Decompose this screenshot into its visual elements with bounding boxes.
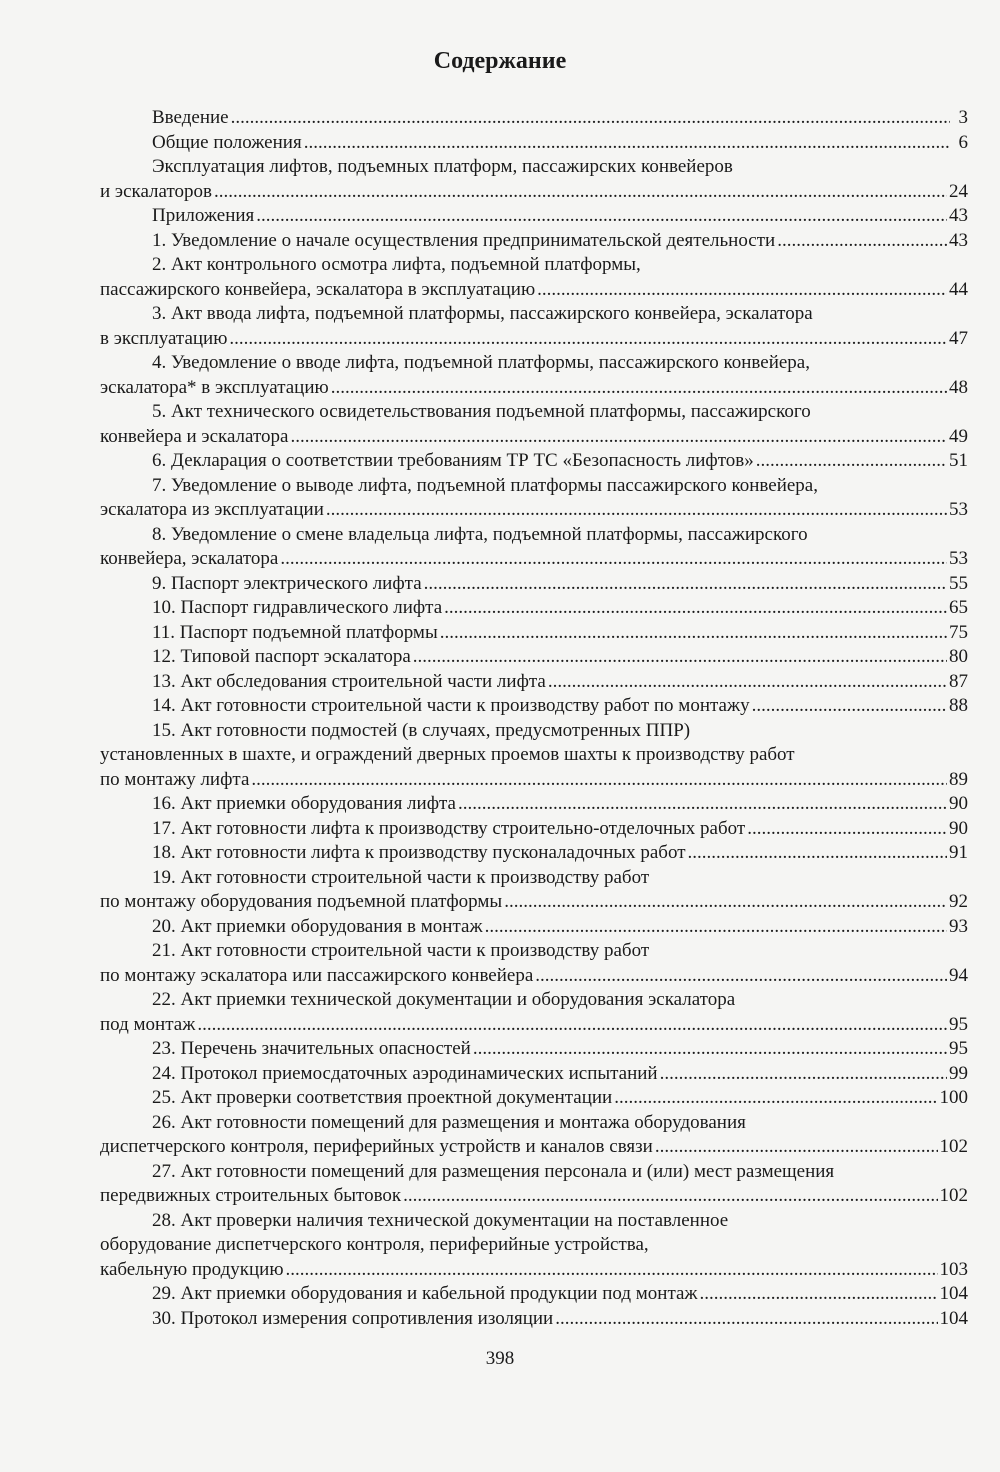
toc-page-number: 91 [949, 842, 968, 863]
dot-leader [614, 1086, 937, 1111]
toc-entry-text: 14. Акт готовности строительной части к производству работ по монтажу [152, 695, 750, 716]
toc-entry [100, 523, 968, 572]
toc-entry-line [100, 1013, 968, 1038]
toc-entry-line [100, 866, 968, 891]
toc-entry [100, 719, 968, 793]
toc-page-number: 95 [949, 1013, 968, 1035]
toc-page-number: 87 [949, 670, 968, 692]
toc-entry-text: и эскалаторов [100, 180, 212, 202]
toc-entry-text: Общие положения [152, 131, 302, 153]
toc-page-number: 99 [949, 1062, 968, 1084]
toc-entry-text: 3. Акт ввода лифта, подъемной платформы, пассажирского конвейера, эскалатора [152, 303, 813, 324]
toc-page-number: 80 [949, 646, 968, 667]
dot-leader [655, 1135, 938, 1160]
toc-entry-text: 29. Акт приемки оборудования и кабельной продукции под монтаж [152, 1283, 698, 1304]
dot-leader [504, 890, 947, 915]
toc-entry [100, 400, 968, 449]
toc-page-number: 3 [958, 107, 968, 128]
dot-leader [214, 180, 947, 205]
toc-entry-text: под монтаж [100, 1013, 196, 1035]
dot-leader [424, 572, 947, 597]
toc-entry [100, 106, 968, 131]
dot-leader [555, 1307, 937, 1332]
dot-leader [535, 964, 947, 989]
toc-entry-text: Введение [152, 107, 229, 128]
toc-entry [100, 939, 968, 988]
toc-page-number: 92 [949, 891, 968, 912]
dot-leader [747, 817, 947, 842]
toc-entry-text: оборудование диспетчерского контроля, периферийные устройства, [100, 1234, 649, 1255]
toc-entry-line [100, 743, 968, 768]
toc-page-number: 51 [949, 450, 968, 471]
toc-page-number: 102 [939, 1136, 968, 1157]
toc-entry-line [100, 523, 968, 548]
toc-entry-line [100, 1184, 968, 1209]
toc-entry-text: по монтажу эскалатора или пассажирского конвейера [100, 964, 534, 986]
toc-entry-line [100, 572, 968, 597]
dot-leader [548, 670, 947, 695]
toc-page-number: 100 [939, 1087, 968, 1108]
toc-entry-text: 9. Паспорт электрического лифта [152, 572, 422, 594]
toc-entry [100, 915, 968, 940]
toc-entry-line [100, 792, 968, 817]
toc-entry [100, 866, 968, 915]
toc-entry-line [100, 425, 968, 450]
toc-entry-line [100, 768, 968, 793]
dot-leader [688, 841, 947, 866]
toc-entry-text: 16. Акт приемки оборудования лифта [152, 793, 456, 814]
toc-entry-text: 13. Акт обследования строительной части лифта [152, 670, 546, 692]
toc-entry-line [100, 988, 968, 1013]
toc-entry [100, 253, 968, 302]
table-of-contents [100, 106, 968, 1331]
toc-page-number: 95 [949, 1038, 968, 1059]
toc-entry-line [100, 621, 968, 646]
toc-entry-line [100, 180, 968, 205]
toc-entry-text: в эксплуатацию [100, 327, 228, 349]
toc-entry [100, 1209, 968, 1283]
page-title: Содержание [433, 48, 567, 74]
dot-leader [660, 1062, 947, 1087]
toc-entry-line [100, 1160, 968, 1185]
toc-entry-line [100, 474, 968, 499]
toc-page-number: 89 [949, 768, 968, 790]
dot-leader [280, 547, 947, 572]
toc-entry-line [100, 400, 968, 425]
toc-entry-text: 27. Акт готовности помещений для размещения персонала и (или) мест размещения [152, 1160, 835, 1182]
toc-entry-text: 28. Акт проверки наличия технической документации на поставленное [152, 1209, 729, 1231]
toc-entry-text: 7. Уведомление о выводе лифта, подъемной платформы пассажирского конвейера, [152, 474, 818, 496]
dot-leader [473, 1037, 947, 1062]
toc-entry-line [100, 694, 968, 719]
toc-entry [100, 474, 968, 523]
toc-entry-line [100, 253, 968, 278]
dot-leader [403, 1184, 937, 1209]
toc-entry-text: 10. Паспорт гидравлического лифта [152, 597, 443, 618]
toc-entry-text: 11. Паспорт подъемной платформы [152, 621, 438, 643]
toc-entry [100, 204, 968, 229]
toc-page-number: 55 [949, 572, 968, 594]
toc-page-number: 65 [949, 597, 968, 618]
toc-entry-line [100, 719, 968, 744]
toc-entry-text: 22. Акт приемки технической документации и оборудования эскалатора [152, 989, 736, 1010]
dot-leader [700, 1282, 938, 1307]
toc-page-number: 90 [949, 817, 968, 839]
toc-entry [100, 572, 968, 597]
toc-entry-line [100, 498, 968, 523]
toc-entry-line [100, 915, 968, 940]
toc-entry [100, 670, 968, 695]
toc-entry-text: конвейера и эскалатора [100, 425, 289, 447]
toc-entry [100, 841, 968, 866]
toc-entry-line [100, 229, 968, 254]
dot-leader [286, 1258, 938, 1283]
toc-entry [100, 155, 968, 204]
toc-page-number: 75 [949, 621, 968, 643]
toc-page-number: 24 [949, 180, 968, 202]
toc-page-number: 53 [949, 548, 968, 569]
toc-entry [100, 596, 968, 621]
toc-entry-text: 4. Уведомление о вводе лифта, подъемной платформы, пассажирского конвейера, [152, 352, 810, 373]
dot-leader [485, 915, 947, 940]
toc-entry-text: кабельную продукцию [100, 1258, 284, 1280]
toc-entry-line [100, 1111, 968, 1136]
toc-entry [100, 1037, 968, 1062]
toc-entry-text: 15. Акт готовности подмостей (в случаях, предусмотренных ППР) [152, 719, 691, 741]
toc-page-number: 53 [949, 499, 968, 520]
dot-leader [256, 204, 947, 229]
dot-leader [440, 621, 947, 646]
toc-entry-line [100, 302, 968, 327]
toc-entry-text: 23. Перечень значительных опасностей [152, 1038, 471, 1059]
toc-entry-line [100, 327, 968, 352]
toc-entry-line [100, 596, 968, 621]
toc-entry [100, 449, 968, 474]
toc-entry [100, 988, 968, 1037]
toc-page-number: 43 [949, 229, 968, 251]
toc-entry-text: 5. Акт технического освидетельствования подъемной платформы, пассажирского [152, 401, 811, 422]
dot-leader [331, 376, 947, 401]
toc-entry-line [100, 1307, 968, 1332]
toc-entry [100, 694, 968, 719]
toc-entry-line [100, 1233, 968, 1258]
toc-entry-line [100, 670, 968, 695]
toc-entry-line [100, 204, 968, 229]
toc-entry-text: по монтажу оборудования подъемной платформы [100, 891, 503, 912]
toc-entry-text: 25. Акт проверки соответствия проектной документации [152, 1087, 613, 1108]
toc-entry-line [100, 964, 968, 989]
toc-entry-text: пассажирского конвейера, эскалатора в эксплуатацию [100, 278, 536, 300]
toc-page-number: 102 [939, 1185, 968, 1206]
toc-entry [100, 1086, 968, 1111]
toc-entry [100, 131, 968, 156]
toc-entry-text: эскалатора из эксплуатации [100, 499, 324, 520]
dot-leader [752, 694, 947, 719]
toc-entry-line [100, 1037, 968, 1062]
toc-entry-line [100, 155, 968, 180]
toc-entry-text: 24. Протокол приемосдаточных аэродинамических испытаний [152, 1062, 658, 1084]
toc-entry-line [100, 1086, 968, 1111]
toc-entry-text: 21. Акт готовности строительной части к производству работ [152, 940, 650, 961]
toc-entry [100, 1160, 968, 1209]
toc-entry [100, 1111, 968, 1160]
toc-entry-text: 26. Акт готовности помещений для размещения и монтажа оборудования [152, 1111, 746, 1133]
dot-leader [756, 449, 947, 474]
toc-entry-text: 17. Акт готовности лифта к производству строительно-отделочных работ [152, 817, 746, 839]
toc-page-number: 44 [949, 278, 968, 300]
dot-leader [229, 327, 947, 352]
toc-entry-text: передвижных строительных бытовок [100, 1185, 402, 1206]
toc-entry [100, 817, 968, 842]
toc-page-number: 43 [949, 205, 968, 226]
dot-leader [777, 229, 947, 254]
dot-leader [290, 425, 947, 450]
toc-entry-text: 6. Декларация о соответствии требованиям ТР ТС «Безопасность лифтов» [152, 450, 754, 471]
toc-entry [100, 1062, 968, 1087]
toc-entry-line [100, 841, 968, 866]
toc-page-number: 93 [949, 915, 968, 937]
toc-entry-text: по монтажу лифта [100, 768, 250, 790]
dot-leader [231, 106, 950, 131]
dot-leader [458, 792, 947, 817]
toc-page-number: 6 [958, 131, 968, 153]
toc-entry-line [100, 1135, 968, 1160]
toc-entry-line [100, 547, 968, 572]
toc-entry [100, 621, 968, 646]
toc-entry [100, 645, 968, 670]
toc-entry-line [100, 278, 968, 303]
toc-entry-text: 19. Акт готовности строительной части к производству работ [152, 866, 650, 888]
toc-entry-line [100, 449, 968, 474]
toc-entry-text: Эксплуатация лифтов, подъемных платформ, пассажирских конвейеров [152, 156, 733, 177]
toc-entry [100, 229, 968, 254]
toc-entry-text: установленных в шахте, и ограждений дверных проемов шахты к производству работ [100, 744, 795, 765]
toc-entry-line [100, 1062, 968, 1087]
toc-entry-text: 2. Акт контрольного осмотра лифта, подъемной платформы, [152, 254, 641, 275]
toc-entry-text: 1. Уведомление о начале осуществления предпринимательской деятельности [152, 229, 776, 251]
toc-entry-text: 20. Акт приемки оборудования в монтаж [152, 915, 483, 937]
dot-leader [413, 645, 947, 670]
dot-leader [326, 498, 947, 523]
toc-entry-line [100, 1258, 968, 1283]
toc-entry-text: 8. Уведомление о смене владельца лифта, подъемной платформы, пассажирского [152, 523, 808, 545]
toc-entry-line [100, 106, 968, 131]
dot-leader [197, 1013, 947, 1038]
toc-entry [100, 792, 968, 817]
toc-page-number: 47 [949, 327, 968, 349]
toc-entry-line [100, 817, 968, 842]
toc-entry-line [100, 376, 968, 401]
toc-entry-line [100, 890, 968, 915]
toc-entry [100, 302, 968, 351]
toc-entry [100, 351, 968, 400]
toc-entry-line [100, 939, 968, 964]
dot-leader [251, 768, 947, 793]
toc-page-number: 49 [949, 425, 968, 447]
dot-leader [537, 278, 947, 303]
toc-entry-line [100, 1282, 968, 1307]
dot-leader [304, 131, 950, 156]
toc-entry [100, 1307, 968, 1332]
toc-entry-text: Приложения [152, 205, 255, 226]
toc-page-number: 48 [949, 376, 968, 398]
toc-entry-text: 30. Протокол измерения сопротивления изоляции [152, 1307, 554, 1329]
page-number: 398 [485, 1348, 515, 1369]
toc-entry-line [100, 1209, 968, 1234]
toc-entry-text: диспетчерского контроля, периферийных устройств и каналов связи [100, 1136, 653, 1157]
toc-entry-line [100, 131, 968, 156]
toc-entry-text: эскалатора* в эксплуатацию [100, 376, 329, 398]
toc-page-number: 90 [949, 793, 968, 814]
toc-entry-line [100, 645, 968, 670]
dot-leader [444, 596, 947, 621]
toc-entry-text: 12. Типовой паспорт эскалатора [152, 646, 411, 667]
toc-page-number: 104 [939, 1283, 968, 1304]
toc-page-number: 88 [949, 695, 968, 716]
toc-entry [100, 1282, 968, 1307]
toc-page-number: 104 [939, 1307, 968, 1329]
toc-entry-text: 18. Акт готовности лифта к производству пусконаладочных работ [152, 842, 686, 863]
toc-entry-text: конвейера, эскалатора [100, 548, 279, 569]
toc-entry-line [100, 351, 968, 376]
toc-page-number: 103 [939, 1258, 968, 1280]
toc-page-number: 94 [949, 964, 968, 986]
